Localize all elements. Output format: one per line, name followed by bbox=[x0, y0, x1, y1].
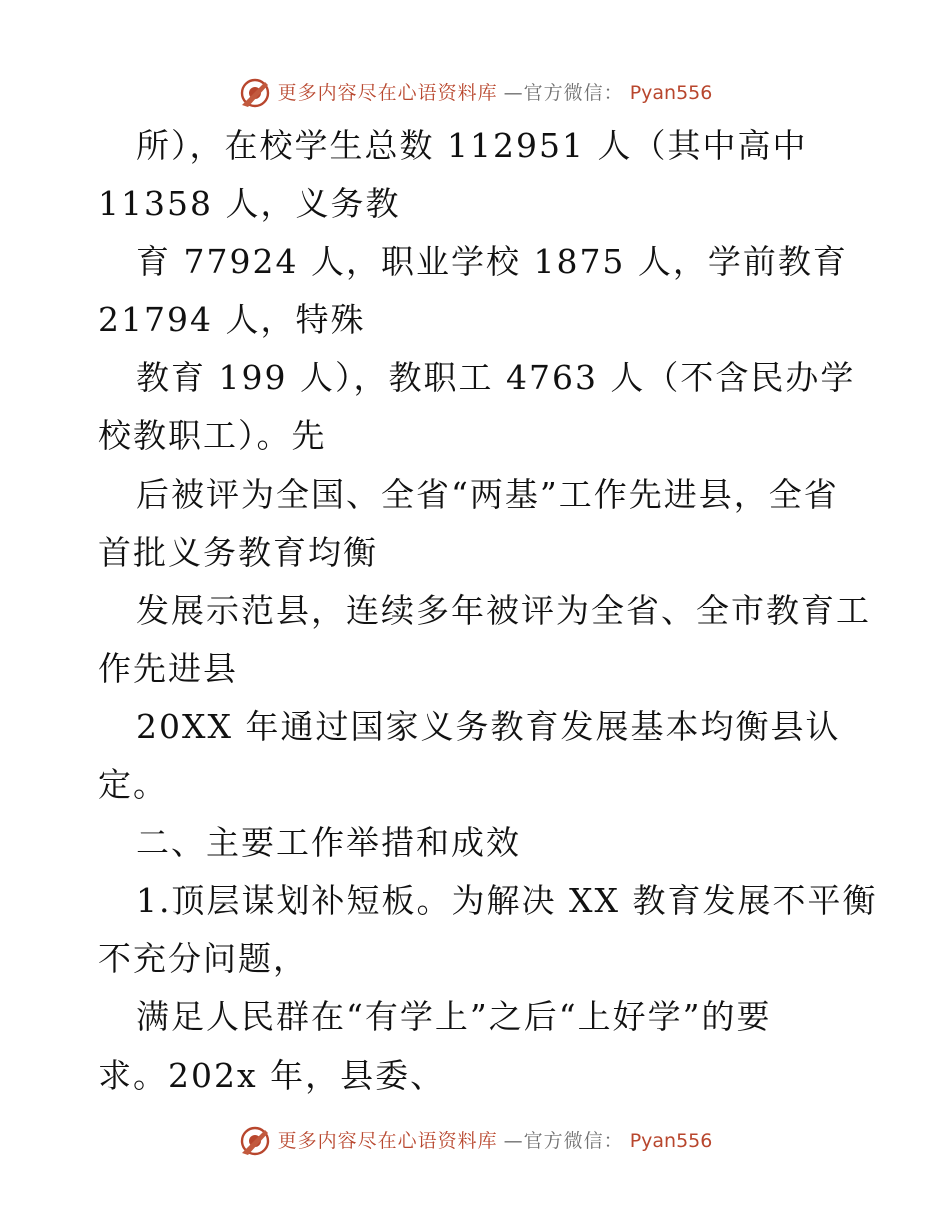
watermark-text: 更多内容尽在心语资料库 bbox=[277, 1130, 498, 1152]
text-line: 不充分问题， bbox=[98, 939, 308, 979]
text-line: 首批义务教育均衡 bbox=[98, 532, 378, 572]
watermark-text: 更多内容尽在心语资料库 bbox=[277, 82, 498, 104]
document-body bbox=[98, 117, 878, 1105]
text-line: 11358 人，义务教 bbox=[98, 184, 401, 224]
text-line: 发展示范县，连续多年被评为全省、全市教育工 bbox=[136, 590, 871, 630]
section-heading: 二、主要工作举措和成效 bbox=[136, 823, 521, 863]
text-line: 满足人民群在“有学上”之后“上好学”的要 bbox=[136, 997, 772, 1037]
text-line: 20XX 年通过国家义务教育发展基本均衡县认 bbox=[136, 706, 841, 746]
quill-logo-icon bbox=[238, 1124, 272, 1158]
text-line: 校教职工）。先 bbox=[98, 416, 327, 456]
text-line: 育 77924 人，职业学校 1875 人，学前教育 bbox=[136, 242, 848, 282]
text-line: 教育 199 人），教职工 4763 人（不含民办学 bbox=[136, 358, 856, 398]
header-watermark bbox=[0, 76, 950, 110]
text-line: 后被评为全国、全省“两基”工作先进县，全省 bbox=[136, 474, 839, 514]
text-line: 1.顶层谋划补短板。为解决 XX 教育发展不平衡 bbox=[136, 881, 878, 921]
text-line: 定。 bbox=[98, 765, 168, 805]
watermark-account: Pyan556 bbox=[629, 82, 713, 104]
watermark-separator: —官方微信： bbox=[503, 1130, 624, 1152]
text-line: 求。202x 年，县委、 bbox=[98, 1055, 446, 1095]
watermark-separator: —官方微信： bbox=[503, 82, 624, 104]
watermark-account: Pyan556 bbox=[629, 1130, 713, 1152]
text-line: 21794 人，特殊 bbox=[98, 300, 366, 340]
footer-watermark bbox=[0, 1124, 950, 1158]
text-line: 作先进县 bbox=[98, 648, 238, 688]
quill-logo-icon bbox=[238, 76, 272, 110]
text-line: 所），在校学生总数 112951 人（其中高中 bbox=[136, 126, 808, 165]
